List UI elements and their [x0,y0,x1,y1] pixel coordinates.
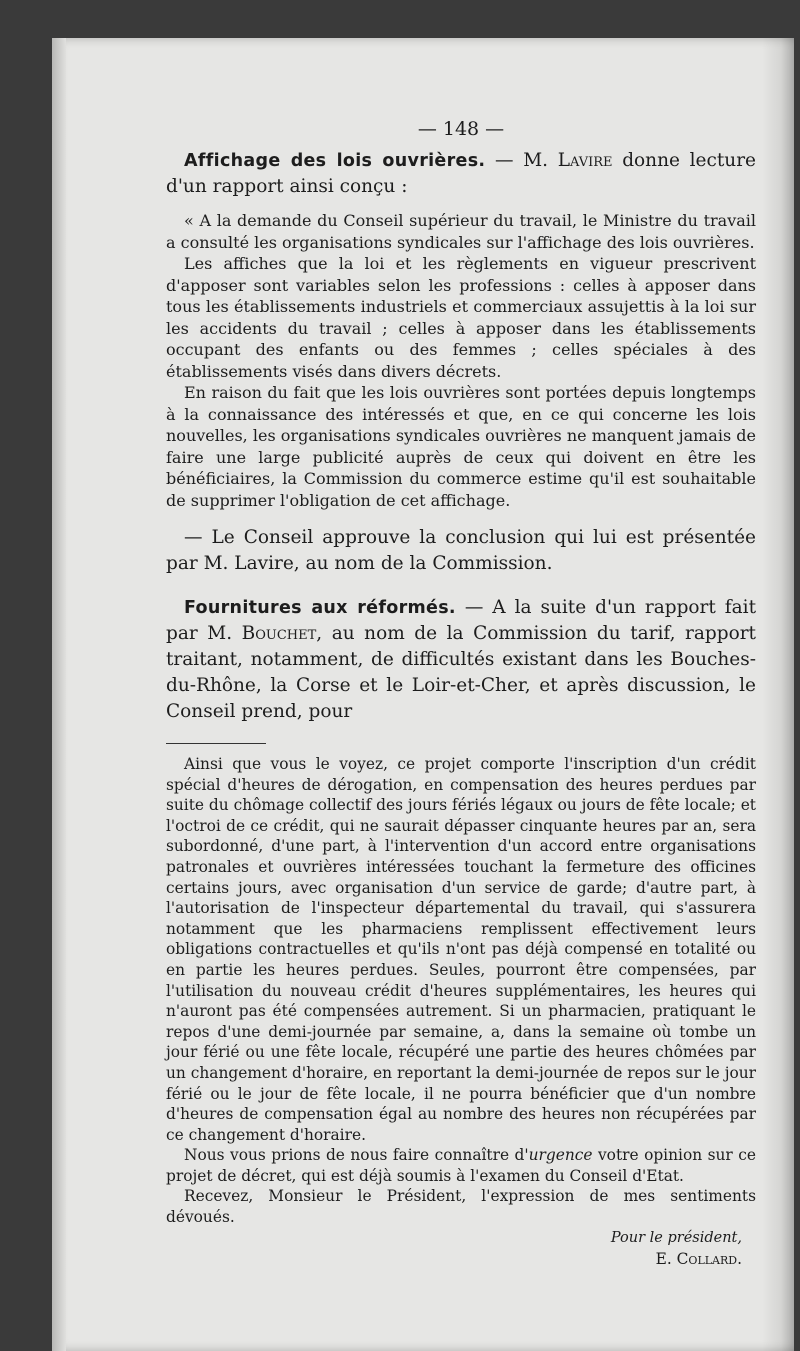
signature-name: Collard. [676,1249,742,1268]
footnote-rule [166,743,266,744]
footnote-emphasis: urgence [528,1146,593,1165]
section-heading-fournitures: Fournitures aux réformés. [184,598,456,618]
page-spine-shadow [52,38,66,1351]
report-paragraph-1: « A la demande du Conseil supérieur du travail, le Ministre du travail a consulté les organisations syndicales sur l'affichage des lois ouvrières. [166,211,756,252]
footnote-p2-b: votre opinion sur ce projet de décret, qui est déjà soumis à l'examen du Conseil d'Etat. [166,1146,756,1185]
section-fournitures [166,595,756,725]
page-content [166,118,756,1270]
signature-name-line [166,1248,742,1270]
section-affichage-intro [166,148,756,200]
section-heading-affichage: Affichage des lois ouvrières. [184,151,486,171]
footnote-paragraph-1: Ainsi que vous le voyez, ce projet comporte l'inscription d'un crédit spécial d'heures de dérogation, en compensation des heures perdues par suite du chômage collectif des jours fériés légaux ou jours de fête locale; et l'octroi de ce crédit, qui ne saurait dépasser cinquante heures par an, sera subordonné, d'une part, à l'intervention d'un accord entre organisations patronales et ouvrières intéressées touchant la fermeture des officines certains jours, avec organisation d'un service de garde; d'autre part, à l'autorisation de l'inspecteur départemental du travail, qui s'assurera notamment que les pharmaciens remplissent effectivement leurs obligations contractuelles et qu'ils n'ont pas déjà compensé en totalité ou en partie les heures perdues. Seules, pourront être compensées, par l'utilisation du nouveau crédit d'heures supplémentaires, les heures qui n'auront pas été compensées autrement. Si un pharmacien, pratiquant le repos d'une demi-journée par semaine, a, dans la semaine où tombe un jour férié ou une fête locale, récupéré une partie des heures chômées par un changement d'horaire, en reportant la demi-journée de repos sur le jour férié ou le jour de fête locale, il ne pourra bénéficier que d'un nombre d'heures de compensation égal au nombre des heures non récupérées par ce changement d'horaire. [166,755,756,1144]
signature-block [166,1228,756,1270]
footnote-paragraph-2 [166,1145,756,1186]
fournitures-text-b: , au nom de la Commission du tarif, rapport traitant, notamment, de difficultés existant dans les Bouches-du-Rhône, la Corse et le Loir-et-Cher, et après discussion, le Conseil prend, pour [166,623,756,722]
council-approval: — Le Conseil approuve la conclusion qui lui est présentée par M. Lavire, au nom de la Commission. [166,527,756,574]
page-number: — 148 — [417,118,505,140]
footnote [166,754,756,1270]
rapporteur-name: Bouchet [241,623,317,644]
report-body [166,210,756,511]
speaker-name: Lavire [557,150,613,171]
intro-prefix: — M. [485,150,558,171]
footnote-closing: Recevez, Monsieur le Président, l'expression de mes sentiments dévoués. [166,1187,756,1227]
page-edge-curl [762,38,794,1351]
intro-suffix: donne lecture d'un rapport ainsi conçu : [166,150,756,197]
report-paragraph-2: Les affiches que la loi et les règlements en vigueur prescrivent d'apposer sont variables selon les professions : celles à apposer dans tous les établissements industriels et commerciaux assujettis à la loi sur les accidents du travail ; celles à apposer dans les établissements occupant des enfants ou des femmes ; celles spéciales à des établissements visés dans divers décrets. [166,254,756,381]
report-paragraph-3: En raison du fait que les lois ouvrières sont portées depuis longtemps à la connaissance des intéressés et que, en ce qui concerne les lois nouvelles, les organisations syndicales ouvrières ne manquent jamais de faire une large publicité auprès de ceux qui doivent en être les bénéficiaires, la Commission du commerce estime qu'il est souhaitable de supprimer l'obligation de cet affichage. [166,383,756,510]
signature-initial: E. [655,1249,677,1268]
fournitures-text-a: — A la suite d'un rapport fait par M. [166,597,756,644]
signature-role: Pour le président, [610,1229,742,1246]
footnote-p2-a: Nous vous prions de nous faire connaître d' [184,1146,529,1165]
book-page [52,38,794,1351]
